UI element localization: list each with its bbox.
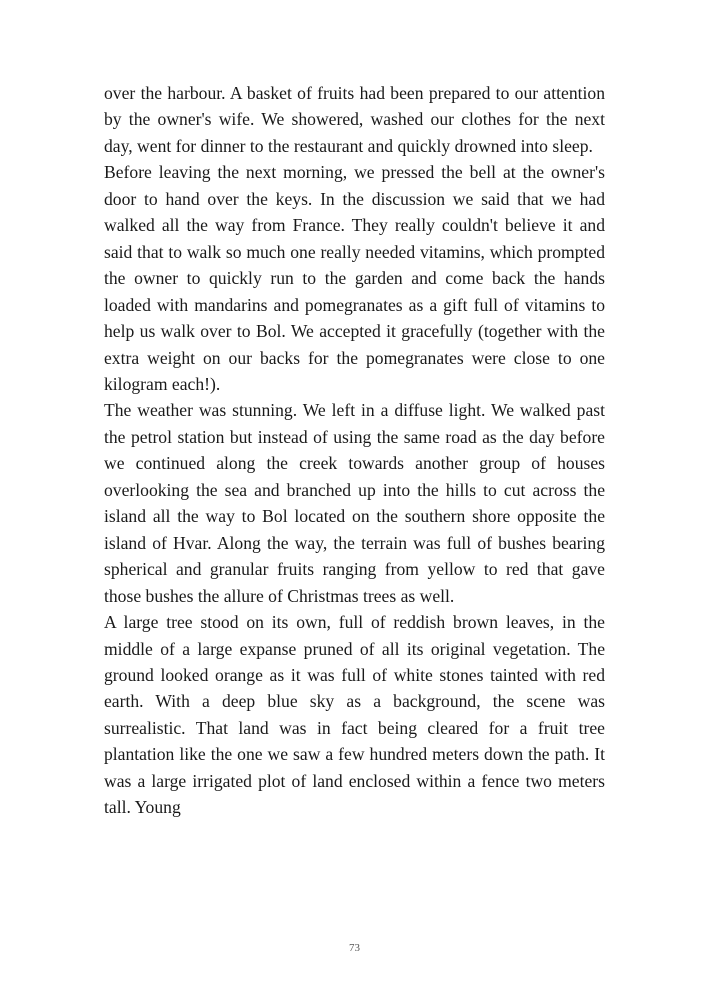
paragraph-2: Before leaving the next morning, we pressed the bell at the owner's door to hand over the keys. In the discussion we said that we had walked all the way from France. They really couldn't believe it and said that to walk so much one really needed vitamins, which prompted the owner to quickly run to the garden and come back the hands loaded with mandarins and pomegranates as a gift full of vitamins to help us walk over to Bol. We accepted it gracefully (together with the extra weight on our backs for the pomegranates were close to one kilogram each!). (104, 162, 605, 394)
body-text (104, 80, 605, 821)
paragraph-4: A large tree stood on its own, full of reddish brown leaves, in the middle of a large expanse pruned of all its original vegetation. The ground looked orange as it was full of white stones tainted with red earth. With a deep blue sky as a background, the scene was surrealistic. That land was in fact being cleared for a fruit tree plantation like the one we saw a few hundred meters down the path. It was a large irrigated plot of land enclosed within a fence two meters tall. Young (104, 612, 605, 818)
paragraph-1: over the harbour. A basket of fruits had been prepared to our attention by the owner's wife. We showered, washed our clothes for the next day, went for dinner to the restaurant and quickly drowned into sleep. (104, 83, 605, 156)
page-number: 73 (349, 942, 360, 954)
paragraph-3: The weather was stunning. We left in a diffuse light. We walked past the petrol station but instead of using the same road as the day before we continued along the creek towards another group of houses overlooking the sea and branched up into the hills to cut across the island all the way to Bol located on the southern shore opposite the island of Hvar. Along the way, the terrain was full of bushes bearing spherical and granular fruits ranging from yellow to red that gave those bushes the allure of Christmas trees as well. (104, 400, 605, 606)
